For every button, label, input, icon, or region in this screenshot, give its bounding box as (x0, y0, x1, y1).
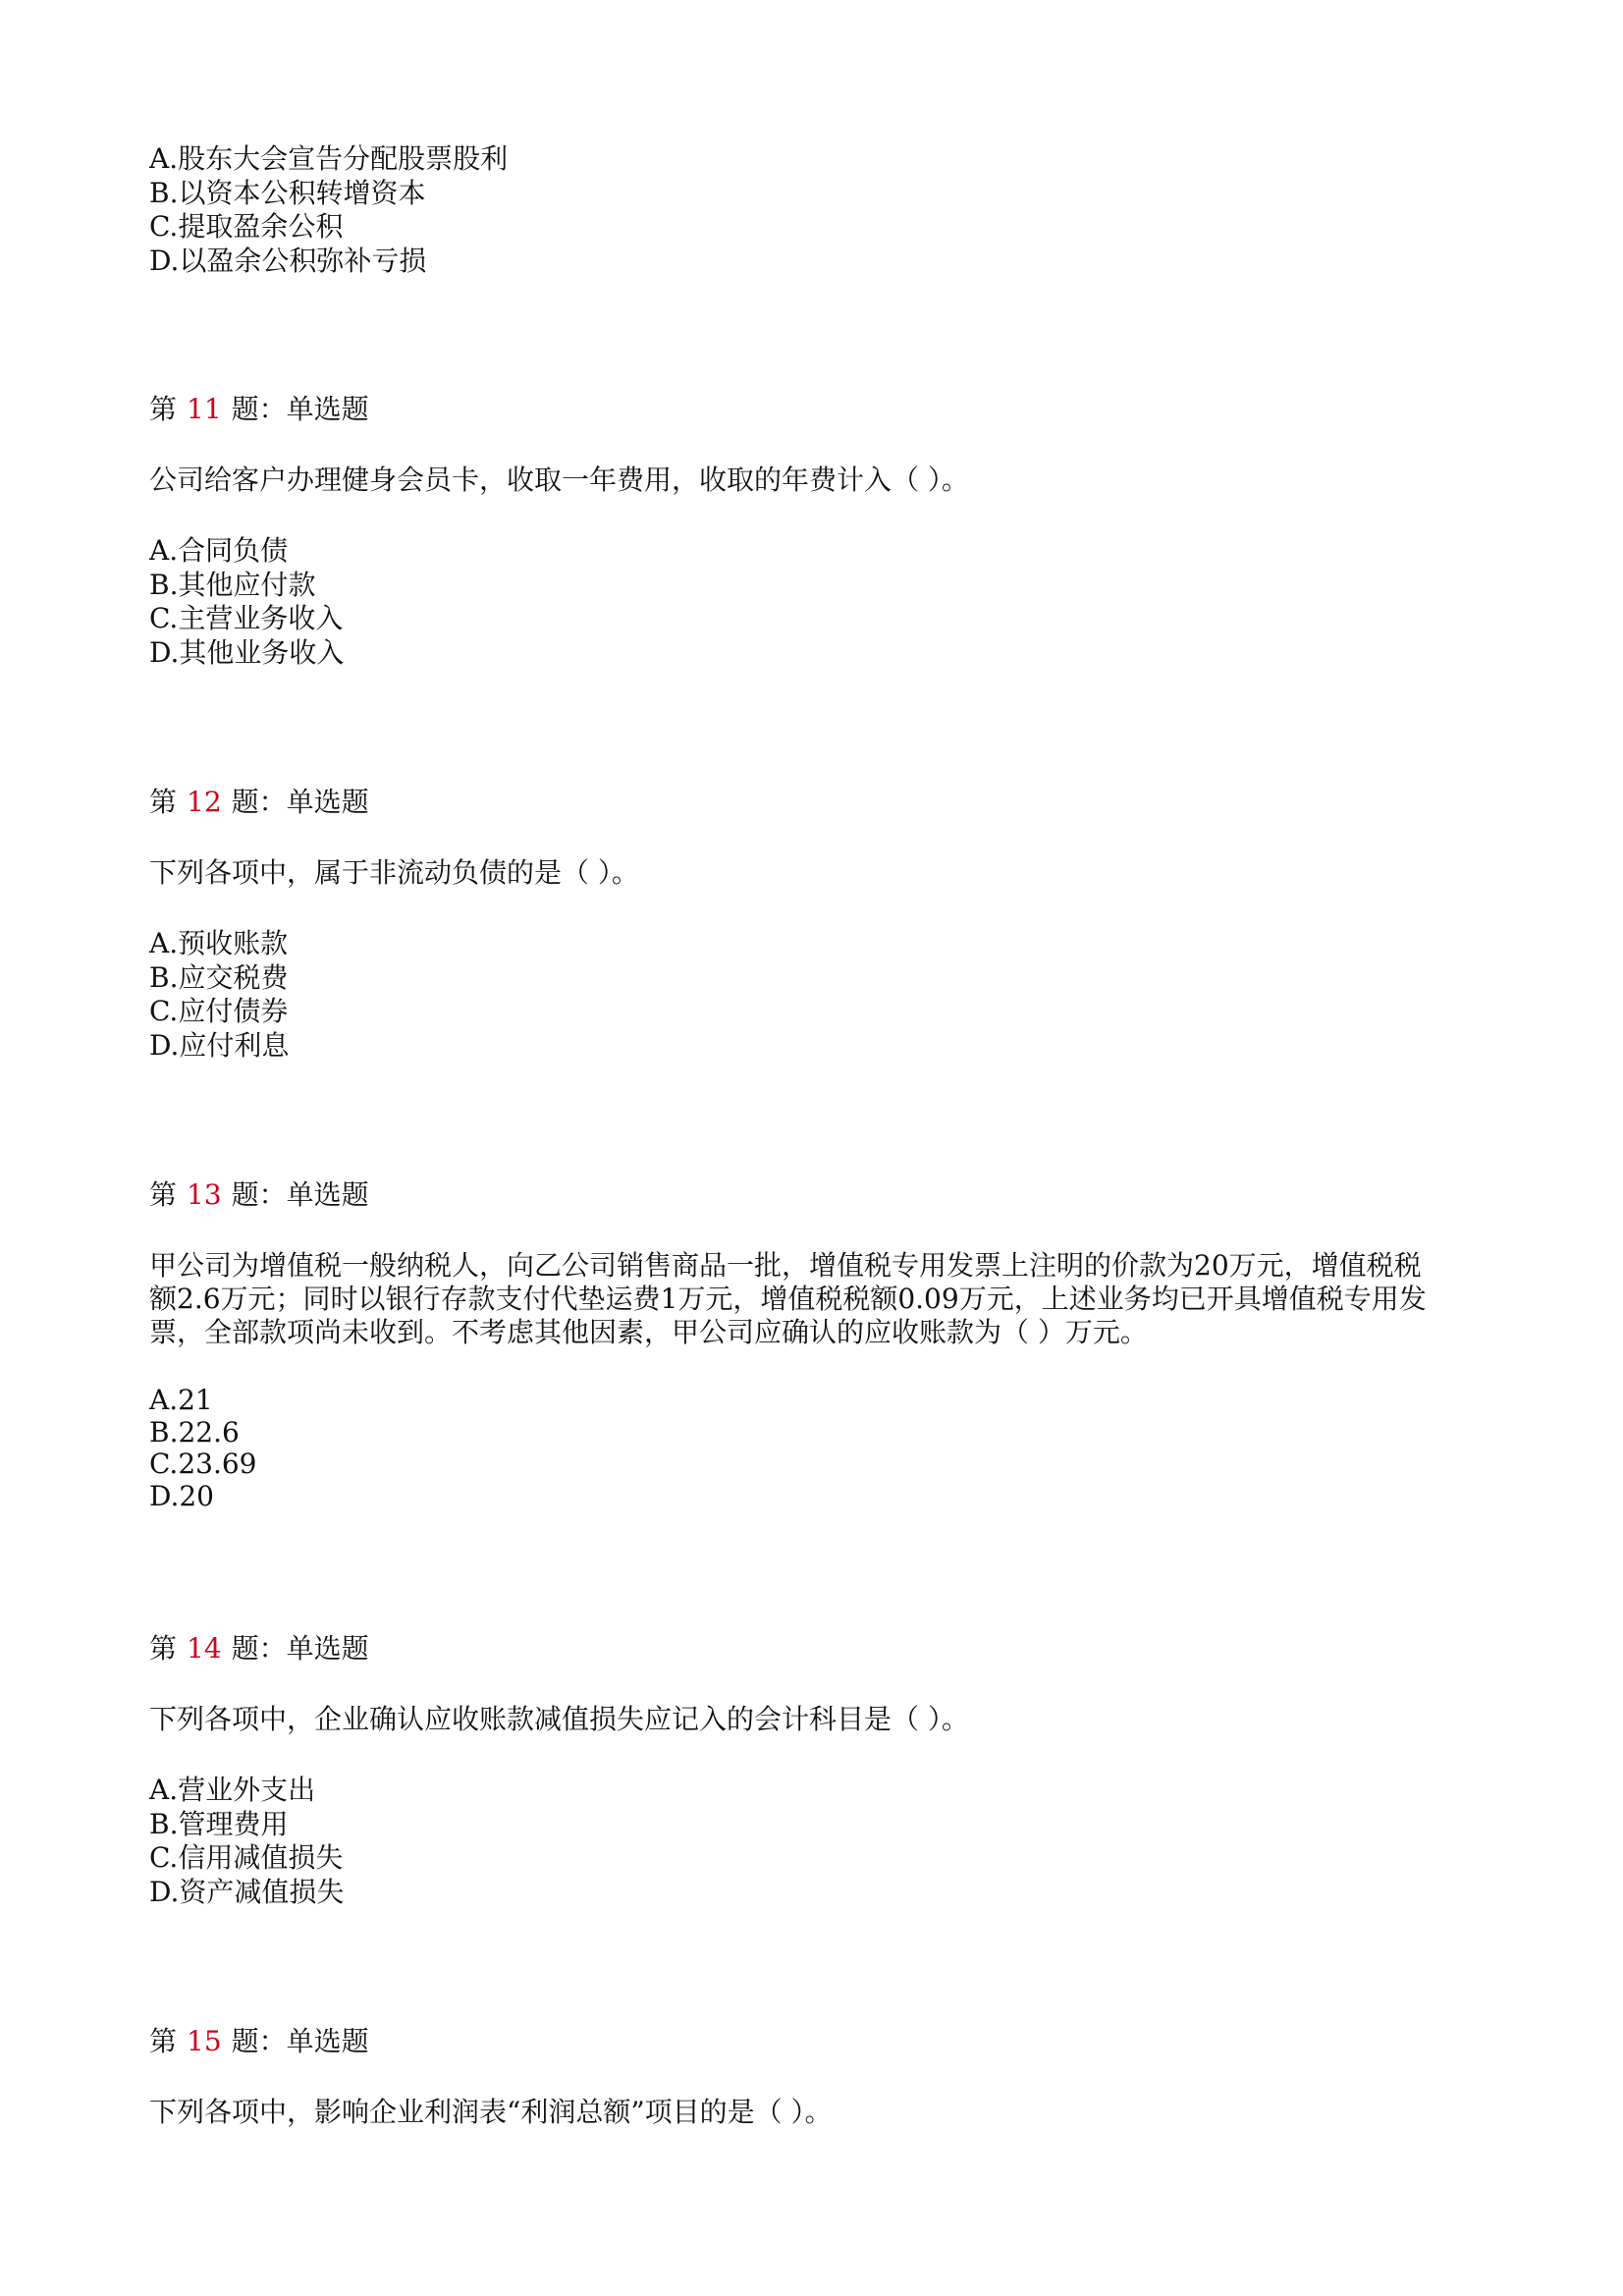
option-d: D.其他业务收入 (149, 635, 345, 669)
question-type: 题：单选题 (231, 786, 369, 818)
option-c: C.应付债券 (149, 995, 289, 1027)
question-stem: 下列各项中，企业确认应收账款减值损失应记入的会计科目是（ ）。 (149, 1703, 969, 1735)
question-stem-line: 甲公司为增值税一般纳税人，向乙公司销售商品一批，增值税专用发票上注明的价款为20万元，增值税税 (149, 1249, 1422, 1282)
question-number: 12 (187, 786, 222, 818)
question-prefix: 第 (149, 786, 178, 818)
option-b: B.其他应付款 (149, 568, 316, 601)
question-prefix: 第 (149, 1632, 178, 1665)
question-prefix: 第 (149, 2025, 178, 2057)
question-number: 14 (187, 1632, 222, 1665)
question-11 (149, 393, 969, 670)
question-prefix: 第 (149, 1178, 178, 1211)
option-d: D.资产减值损失 (149, 1875, 345, 1908)
option-b: B.22.6 (149, 1415, 240, 1449)
option-a: A.股东大会宣告分配股票股利 (149, 142, 509, 175)
question-number: 13 (187, 1178, 222, 1211)
option-c: C.提取盈余公积 (149, 210, 344, 243)
question-stem: 下列各项中，属于非流动负债的是（ ）。 (149, 856, 639, 889)
question-header (149, 393, 969, 426)
question-options (149, 927, 639, 1063)
question-14 (149, 1632, 969, 1909)
question-number: 15 (187, 2025, 222, 2057)
option-c: C.23.69 (149, 1448, 257, 1480)
question-stem: 公司给客户办理健身会员卡，收取一年费用，收取的年费计入（ ）。 (149, 464, 969, 496)
question-12 (149, 786, 639, 1063)
question-type: 题：单选题 (231, 1178, 369, 1211)
option-a: A.合同负债 (149, 534, 289, 567)
option-a: A.21 (149, 1384, 213, 1416)
option-c: C.主营业务收入 (149, 602, 344, 634)
option-d: D.20 (149, 1479, 214, 1512)
question-stem (149, 1249, 1494, 1349)
question-header (149, 1632, 969, 1666)
option-b: B.以资本公积转增资本 (149, 176, 426, 209)
question-15 (149, 2025, 833, 2129)
question-type: 题：单选题 (231, 393, 369, 425)
question-number: 11 (187, 393, 222, 425)
question-options (149, 1774, 969, 1909)
option-d: D.应付利息 (149, 1028, 290, 1062)
question-header (149, 1178, 1494, 1212)
question-header (149, 786, 639, 819)
question-header (149, 2025, 833, 2058)
question-options (149, 1385, 1494, 1512)
question-13 (149, 1178, 1494, 1512)
question-stem-line: 票，全部款项尚未收到。不考虑其他因素，甲公司应确认的应收账款为（ ）万元。 (149, 1316, 1148, 1348)
question-type: 题：单选题 (231, 2025, 369, 2057)
prev-question-options (149, 142, 508, 278)
option-c: C.信用减值损失 (149, 1841, 344, 1874)
option-a: A.营业外支出 (149, 1774, 316, 1806)
question-stem-line: 额2.6万元；同时以银行存款支付代垫运费1万元，增值税税额0.09万元，上述业务均已开具增值税专用发 (149, 1283, 1427, 1315)
question-type: 题：单选题 (231, 1632, 369, 1665)
question-prefix: 第 (149, 393, 178, 425)
question-options (149, 534, 969, 670)
option-a: A.预收账款 (149, 927, 289, 959)
question-stem: 下列各项中，影响企业利润表“利润总额”项目的是（ ）。 (149, 2096, 833, 2128)
option-b: B.管理费用 (149, 1807, 289, 1840)
option-b: B.应交税费 (149, 960, 289, 994)
option-d: D.以盈余公积弥补亏损 (149, 244, 427, 277)
